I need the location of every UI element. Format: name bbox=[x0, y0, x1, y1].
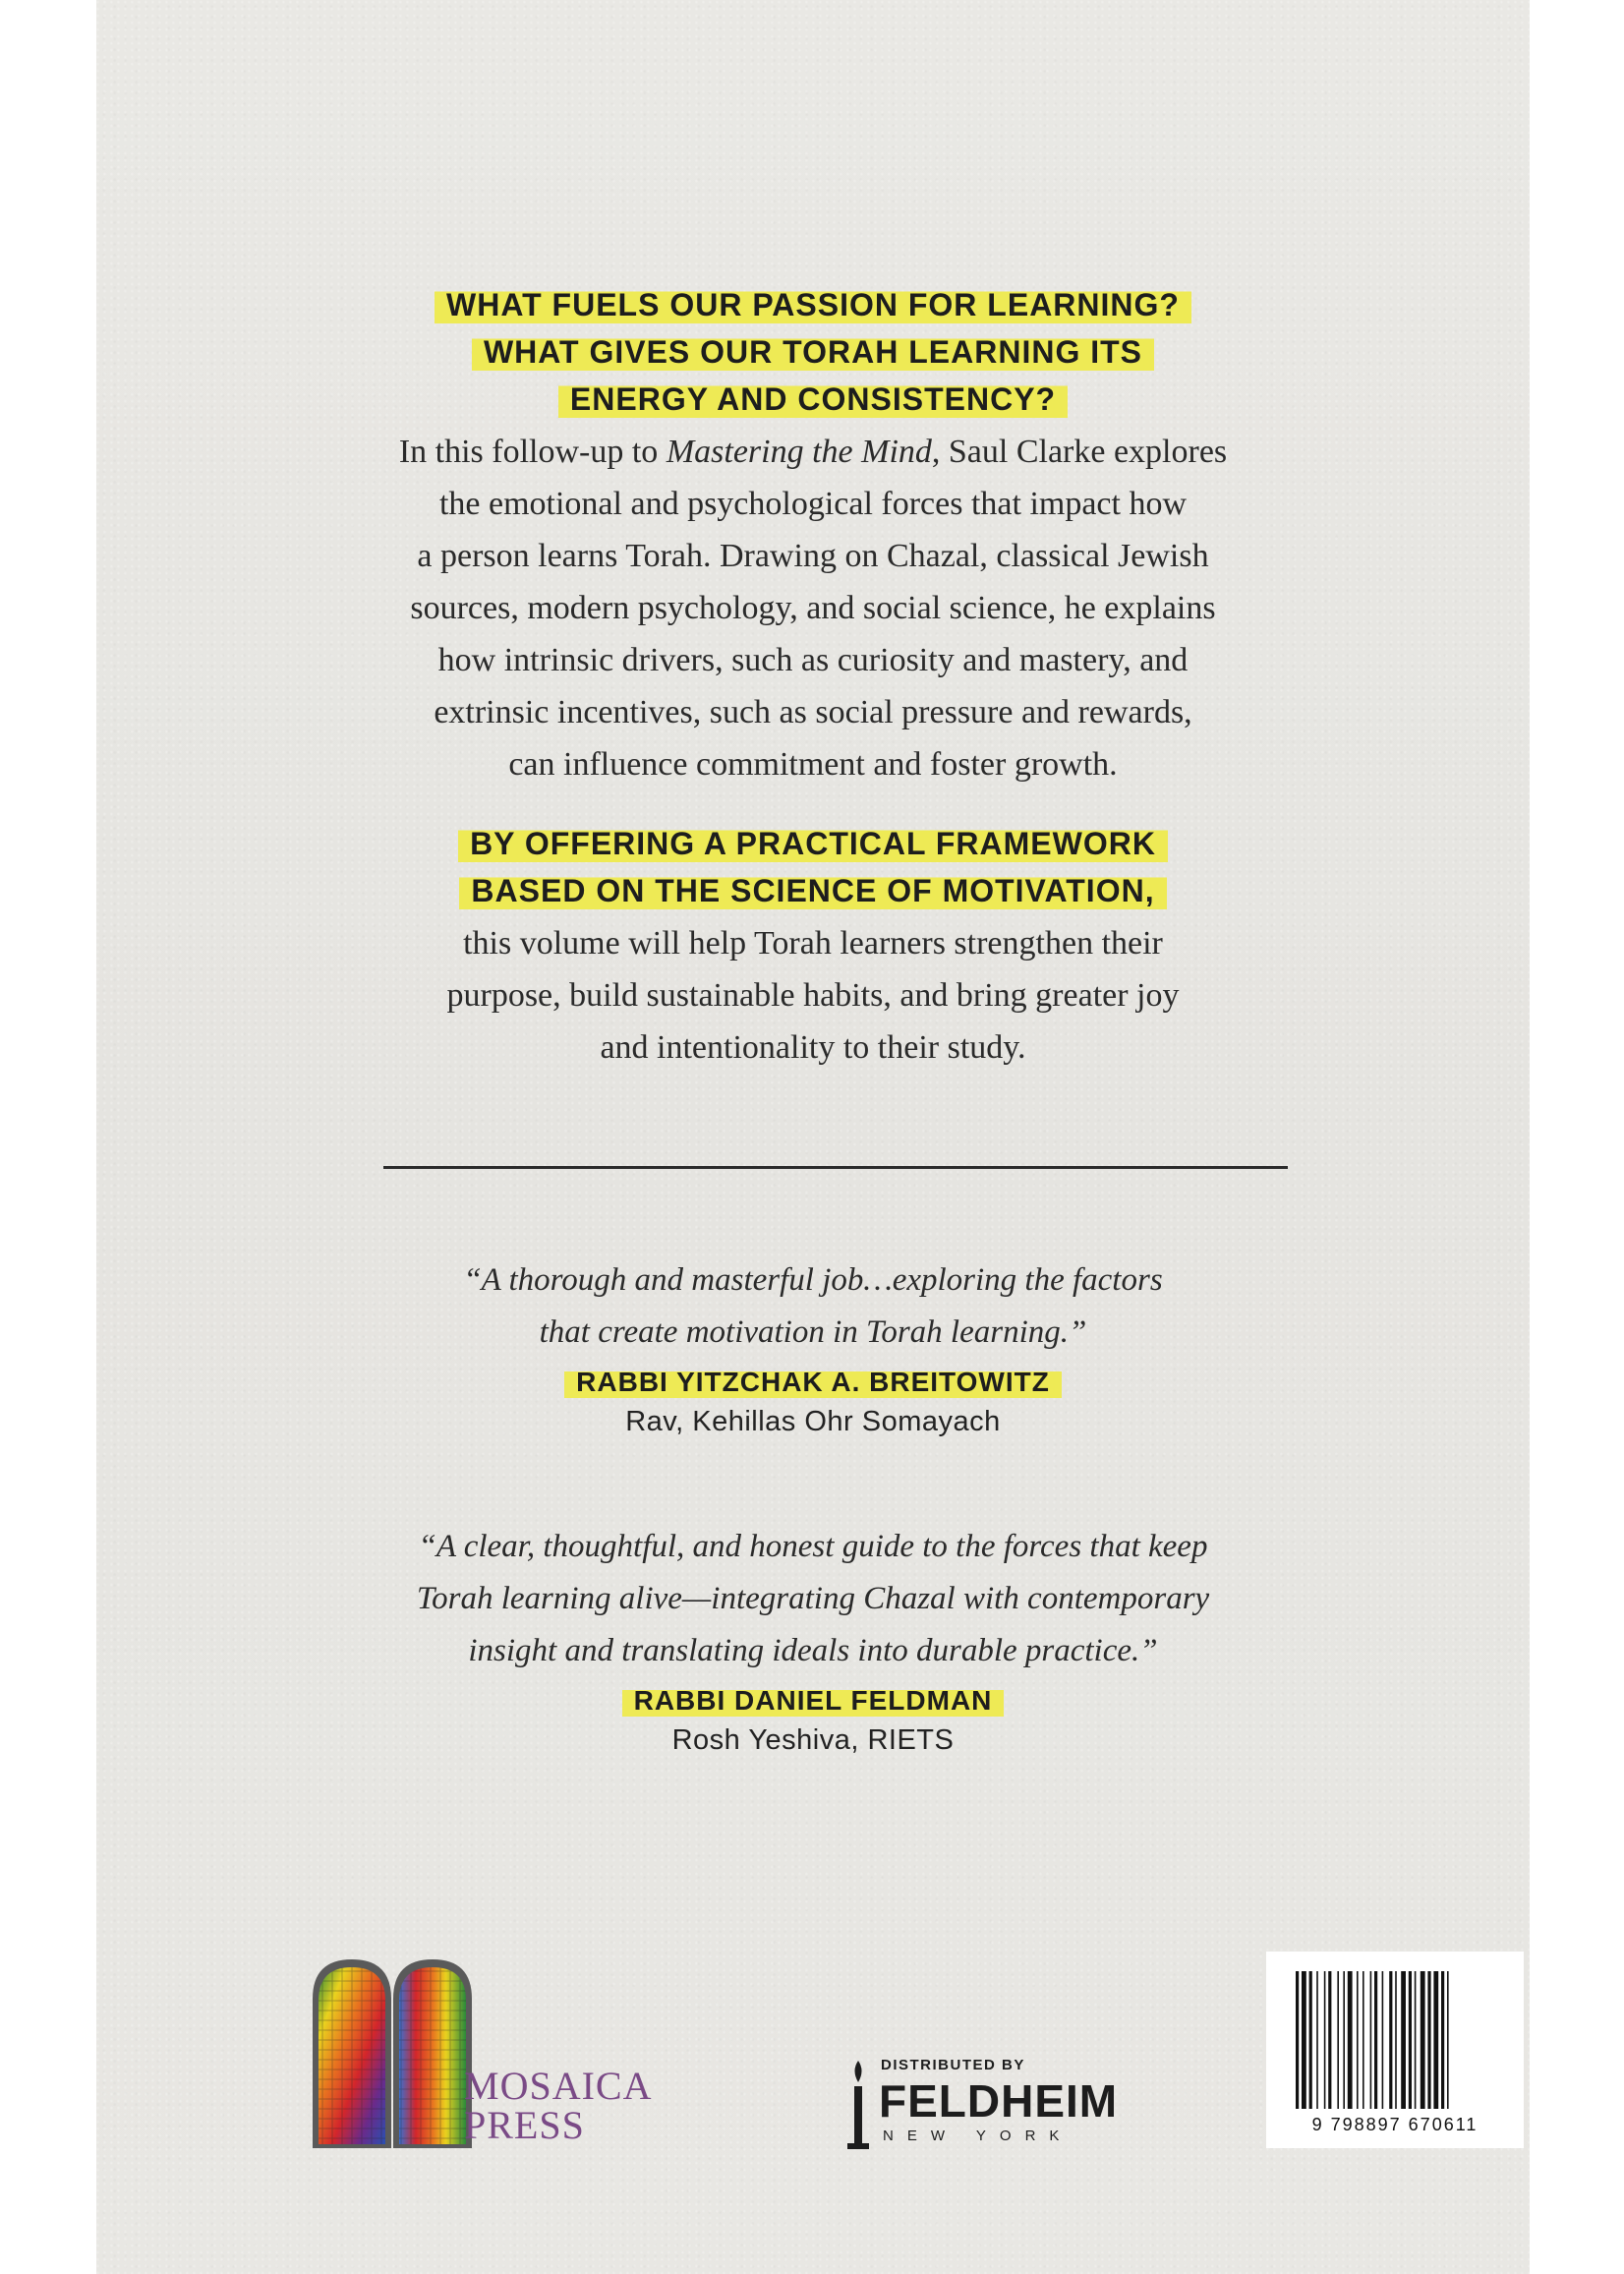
endorser-name: RABBI YITZCHAK A. BREITOWITZ bbox=[564, 1363, 1062, 1402]
barcode-bar bbox=[1427, 1971, 1430, 2109]
barcode-bar bbox=[1401, 1971, 1406, 2109]
quote-line: Torah learning alive—integrating Chazal with contemporary bbox=[416, 1581, 1210, 1616]
mosaica-press-wordmark bbox=[464, 2064, 653, 2147]
heading-line: BASED ON THE SCIENCE OF MOTIVATION, bbox=[459, 867, 1166, 914]
back-cover bbox=[96, 0, 1530, 2274]
heading-passion bbox=[96, 281, 1530, 423]
paragraph-line: sources, modern psychology, and social science, he explains bbox=[410, 590, 1216, 626]
barcode-bar bbox=[1421, 1971, 1425, 2109]
feldheim-distributor-logo bbox=[843, 2057, 1119, 2155]
heading-line: ENERGY AND CONSISTENCY? bbox=[558, 376, 1068, 423]
distributed-by-label: DISTRIBUTED BY bbox=[881, 2057, 1025, 2073]
quote-line: “A clear, thoughtful, and honest guide to the forces that keep bbox=[418, 1529, 1208, 1564]
paragraph-line: the emotional and psychological forces that impact how bbox=[438, 486, 1188, 522]
endorsement-2 bbox=[96, 1521, 1530, 1760]
description-paragraph-2 bbox=[96, 917, 1530, 1074]
barcode-bar bbox=[1309, 1971, 1312, 2109]
section-divider bbox=[383, 1166, 1288, 1169]
paragraph-line: how intrinsic drivers, such as curiosity and mastery, and bbox=[437, 642, 1189, 678]
paragraph-line bbox=[96, 426, 1530, 478]
endorser-affiliation: Rosh Yeshiva, RIETS bbox=[671, 1724, 955, 1756]
feldheim-name: FELDHEIM bbox=[879, 2075, 1119, 2127]
publisher-line-1: MOSAICA bbox=[464, 2064, 653, 2108]
feldheim-city: NEW YORK bbox=[883, 2128, 1073, 2144]
barcode-bar bbox=[1357, 1971, 1359, 2109]
barcode-bar bbox=[1374, 1971, 1377, 2109]
barcode-bar bbox=[1389, 1971, 1392, 2109]
text-span: In this follow-up to bbox=[398, 434, 667, 470]
heading-line: BY OFFERING A PRACTICAL FRAMEWORK bbox=[458, 820, 1168, 867]
book-title-mastering-the-mind: Mastering the Mind bbox=[666, 434, 932, 470]
paragraph-line: can influence commitment and foster growth. bbox=[508, 746, 1118, 783]
paragraph-line: extrinsic incentives, such as social pressure and rewards, bbox=[434, 694, 1192, 730]
heading-framework bbox=[96, 820, 1530, 914]
isbn-barcode bbox=[1266, 1952, 1524, 2148]
endorser-affiliation: Rav, Kehillas Ohr Somayach bbox=[625, 1406, 1001, 1437]
barcode-bar bbox=[1348, 1971, 1353, 2109]
paragraph-line: this volume will help Torah learners strengthen their bbox=[463, 925, 1163, 962]
candle-icon bbox=[843, 2057, 873, 2155]
endorsement-1 bbox=[96, 1254, 1530, 1441]
quote-line: “A thorough and masterful job…exploring the factors bbox=[463, 1262, 1163, 1298]
quote-line: insight and translating ideals into durable practice.” bbox=[468, 1633, 1158, 1668]
barcode-bar bbox=[1324, 1971, 1326, 2109]
barcode-bar bbox=[1395, 1971, 1397, 2109]
publisher-line-2: PRESS bbox=[464, 2103, 585, 2147]
barcode-bar bbox=[1343, 1971, 1345, 2109]
text-span: , Saul Clarke explores bbox=[931, 434, 1228, 470]
barcode-bar bbox=[1370, 1971, 1372, 2109]
barcode-bar bbox=[1302, 1971, 1306, 2109]
paragraph-line: purpose, build sustainable habits, and bring greater joy bbox=[446, 977, 1180, 1014]
barcode-bar bbox=[1316, 1971, 1318, 2109]
heading-line: WHAT GIVES OUR TORAH LEARNING ITS bbox=[472, 328, 1154, 376]
barcode-bar bbox=[1296, 1971, 1299, 2109]
barcode-bars bbox=[1296, 1971, 1494, 2113]
paragraph-line: a person learns Torah. Drawing on Chazal, classical Jewish bbox=[417, 538, 1209, 574]
barcode-bar bbox=[1409, 1971, 1412, 2109]
paragraph-line: and intentionality to their study. bbox=[600, 1029, 1026, 1066]
barcode-bar bbox=[1441, 1971, 1444, 2109]
barcode-bar bbox=[1382, 1971, 1384, 2109]
barcode-bar bbox=[1433, 1971, 1438, 2109]
barcode-bar bbox=[1447, 1971, 1449, 2109]
description-paragraph-1 bbox=[96, 426, 1530, 790]
barcode-bar bbox=[1363, 1971, 1364, 2109]
endorser-name: RABBI DANIEL FELDMAN bbox=[622, 1681, 1005, 1720]
quote-line: that create motivation in Torah learning.” bbox=[539, 1314, 1087, 1350]
barcode-bar bbox=[1328, 1971, 1331, 2109]
barcode-bar bbox=[1415, 1971, 1417, 2109]
barcode-bar bbox=[1337, 1971, 1339, 2109]
heading-line: WHAT FUELS OUR PASSION FOR LEARNING? bbox=[435, 281, 1191, 328]
barcode-digits: 9 798897 670611 bbox=[1311, 2115, 1479, 2134]
